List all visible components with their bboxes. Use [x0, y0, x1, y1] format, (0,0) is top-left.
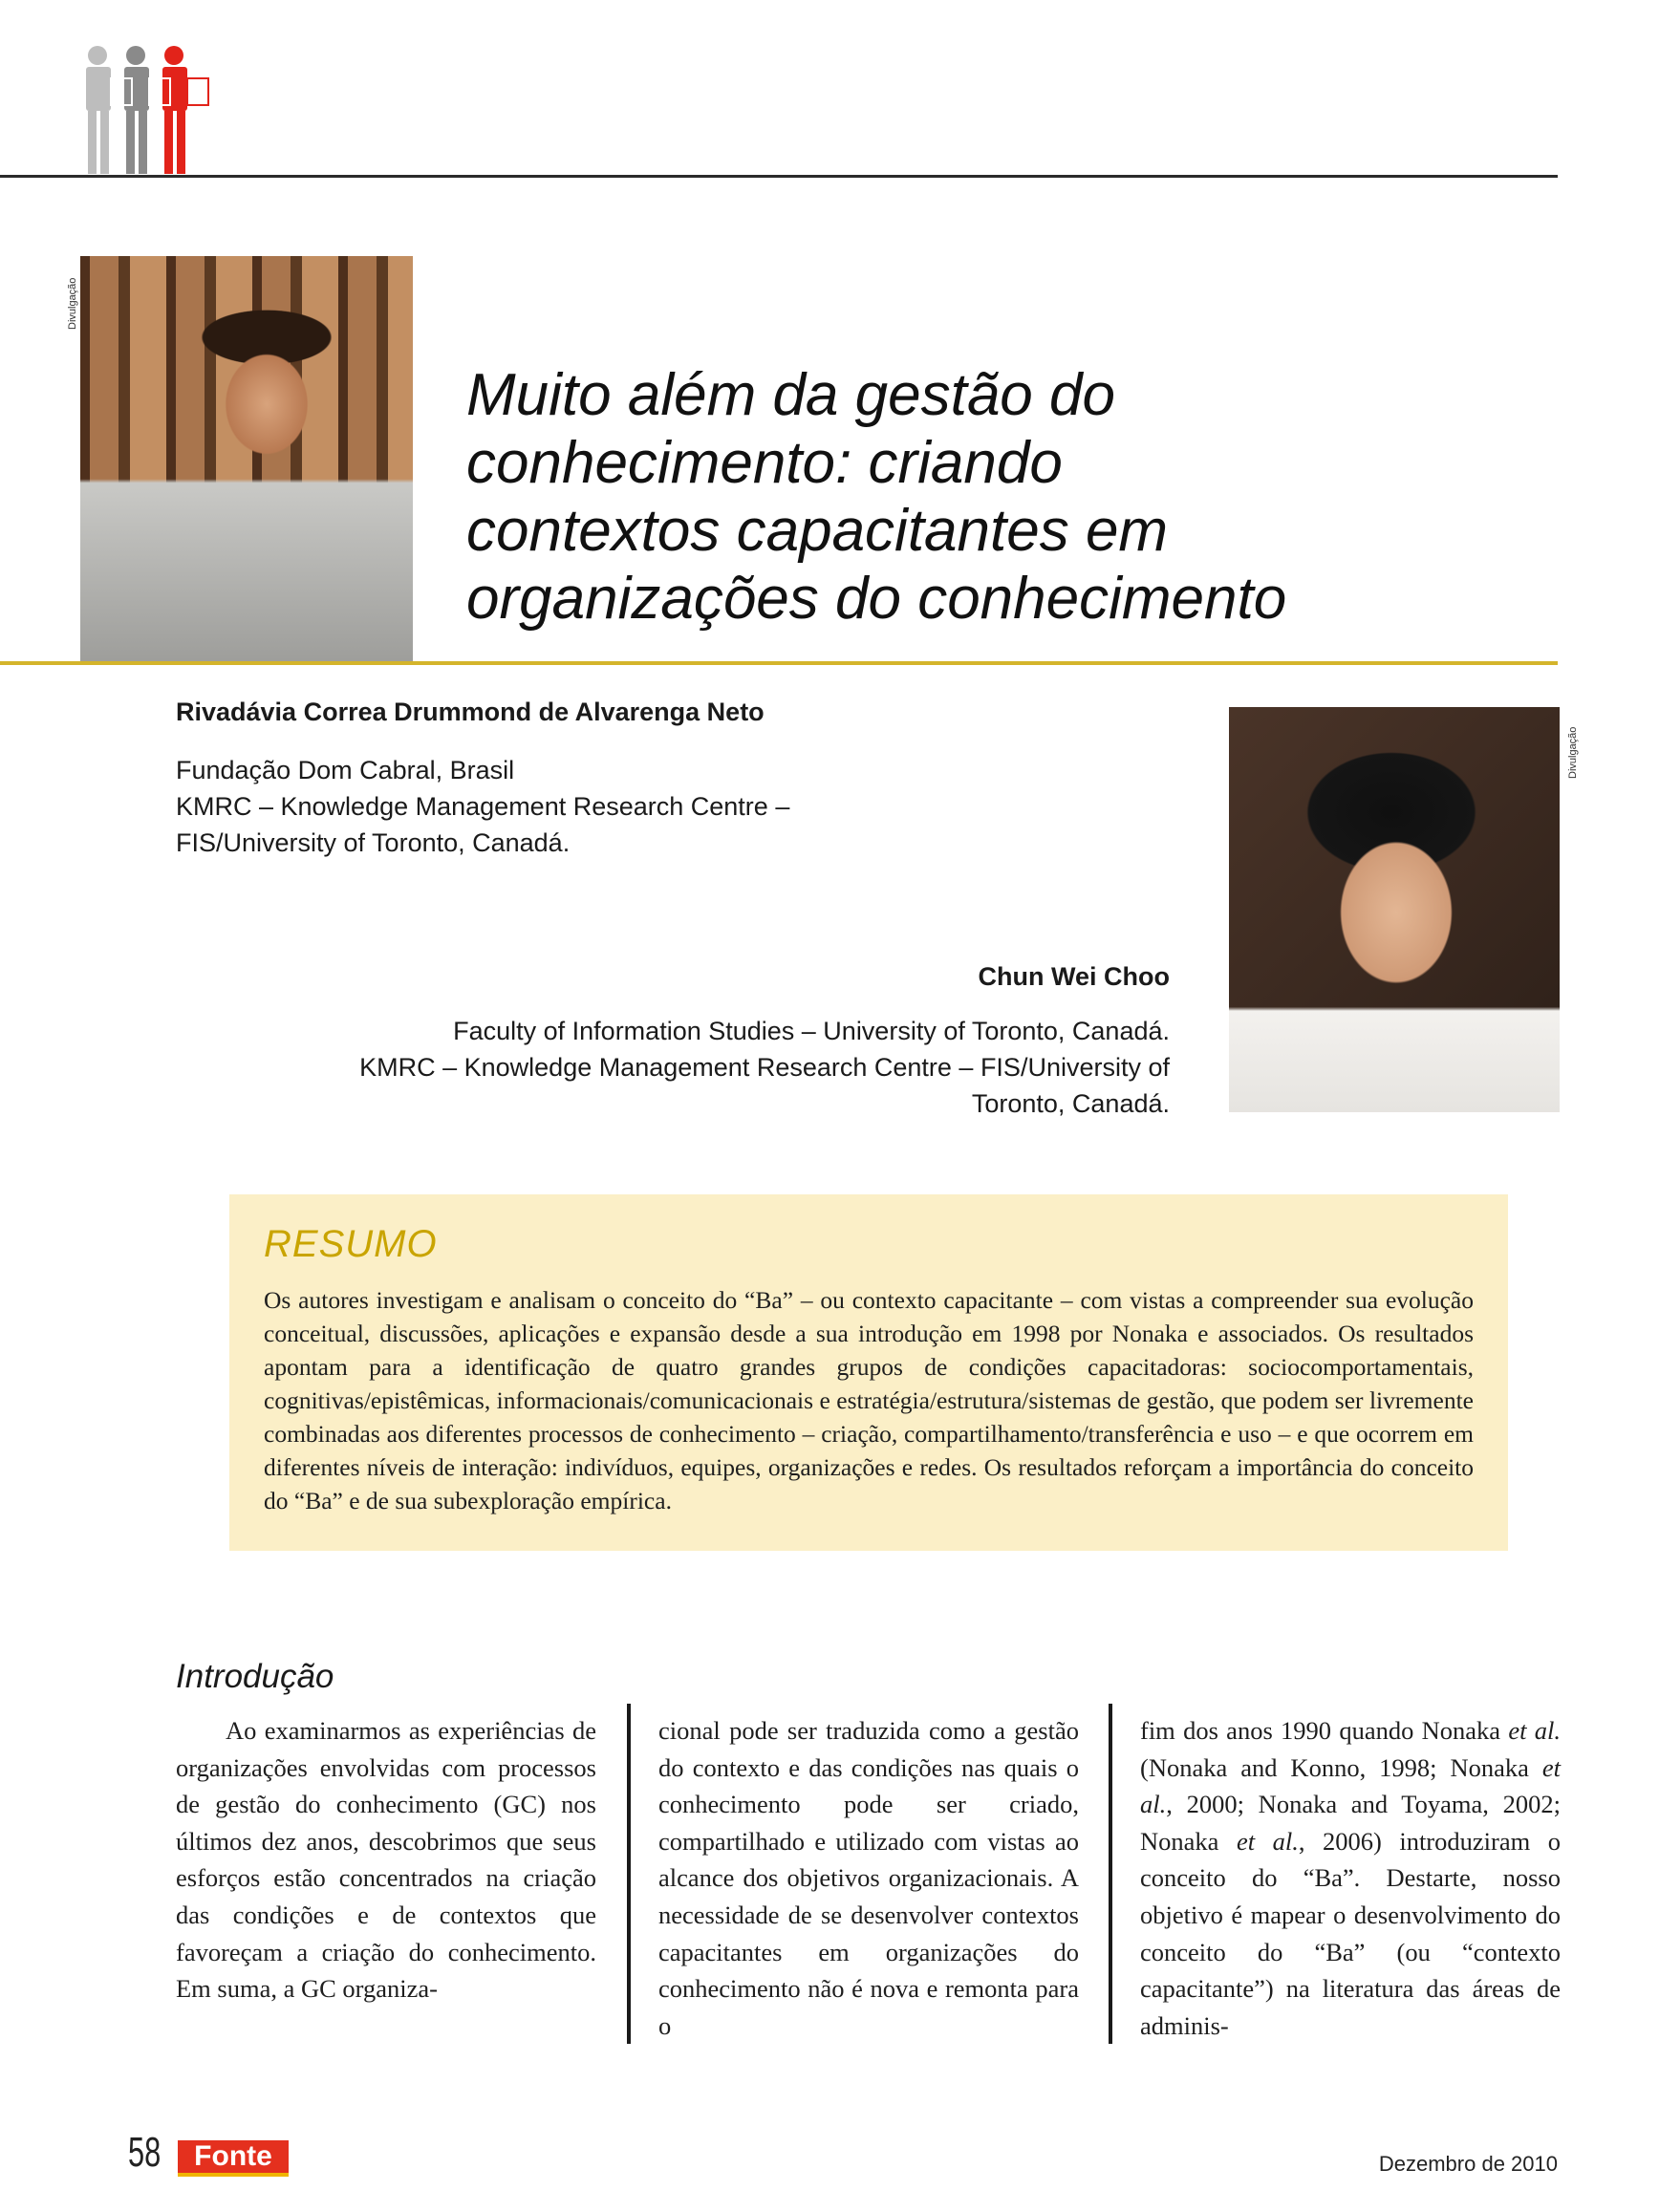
author1-name: Rivadávia Correa Drummond de Alvarenga Neto — [176, 698, 765, 726]
text-run: , 2000; Nonaka and Toyama, 2002; Nonaka — [1140, 1790, 1561, 1856]
text-run: et al. — [1236, 1826, 1299, 1856]
magazine-people-logo — [76, 44, 220, 178]
intro-heading: Introdução — [176, 1658, 334, 1695]
affiliation-line: Fundação Dom Cabral, Brasil — [176, 756, 515, 784]
title-rule — [0, 661, 1558, 665]
text-run: (Nonaka and Konno, 1998; Nonaka — [1140, 1752, 1542, 1782]
affiliation-line: KMRC – Knowledge Management Research Centre – — [176, 792, 790, 821]
column-divider — [1109, 1704, 1112, 2044]
title-line: organizações do conhecimento — [466, 566, 1287, 632]
intro-column-2: cional pode ser traduzida como a gestão do contexto e das condições nas quais o conhecimento pode ser criado, compartilhado e utilizado com vistas ao alcance dos objetivos organizacionais. A necessidade de se desenvolver contextos capacitantes em organizações do conhecimento não é nova e remonta para o — [658, 1716, 1079, 2040]
magazine-logo: Fonte — [178, 2140, 289, 2177]
photo2-credit: Divulgação — [1567, 726, 1579, 779]
intro-column-3 — [1140, 1712, 1561, 2044]
affiliation-line: FIS/University of Toronto, Canadá. — [176, 828, 571, 857]
affiliation-line: Toronto, Canadá. — [971, 1089, 1170, 1118]
abstract-heading: RESUMO — [264, 1223, 438, 1265]
page-number: 58 — [128, 2129, 162, 2176]
photo1-credit: Divulgação — [67, 277, 78, 330]
abstract-text: Os autores investigam e analisam o conceito do “Ba” – ou contexto capacitante – com vistas a compreender sua evolução conceitual, discussões, aplicações e expansão desde a sua introdução em 1998 por Nonaka e associados. Os resultados apontam para a identificação de quatro grandes grupos de condições capacitadoras: sociocomportamentais, cognitivas/epistêmicas, informacionais/comunicacionais e estratégia/estrutura/sistemas de gestão, que podem ser livremente combinadas aos diferentes processos de conhecimento – criação, compartilhamento/transferência e uso – e que ocorrem em diferentes níveis de interação: indivíduos, equipes, organizações e redes. Os resultados reforçam a importância do conceito do “Ba” e de sua subexploração empírica. — [264, 1286, 1474, 1514]
issue-date: Dezembro de 2010 — [1378, 2152, 1558, 2176]
affiliation-line: Faculty of Information Studies – University of Toronto, Canadá. — [453, 1017, 1170, 1045]
author1-affiliations — [176, 752, 940, 861]
title-line: Muito além da gestão do — [466, 362, 1115, 428]
text-run: , 2006) introduziram o conceito do “Ba”. Destarte, nosso objetivo é mapear o desenvolvimento do conceito do “Ba” (ou “contexto capacitante”) na literatura das áreas de adminis- — [1140, 1826, 1561, 2040]
author1-photo — [80, 256, 413, 661]
author2-affiliations — [310, 1013, 1170, 1122]
author2-photo — [1229, 707, 1560, 1112]
author2-name: Chun Wei Choo — [978, 962, 1170, 991]
text-run: fim dos anos 1990 quando Nonaka — [1140, 1716, 1509, 1745]
affiliation-line: KMRC – Knowledge Management Research Centre – FIS/University of — [359, 1053, 1170, 1082]
text-run: et al. — [1140, 1752, 1561, 1819]
title-line: conhecimento: criando — [466, 430, 1063, 496]
column-divider — [627, 1704, 631, 2044]
article-title — [466, 361, 1518, 633]
header-rule — [0, 175, 1558, 178]
title-line: contextos capacitantes em — [466, 498, 1169, 564]
intro-column-1: Ao examinarmos as experiências de organizações envolvidas com processos de gestão do conhecimento (GC) nos últimos dez anos, descobrimos que seus esforços estão concentrados na criação das condições e de contextos que favoreçam a criação do conhecimento. Em suma, a GC organiza- — [176, 1716, 596, 2004]
text-run: et al. — [1508, 1716, 1561, 1745]
